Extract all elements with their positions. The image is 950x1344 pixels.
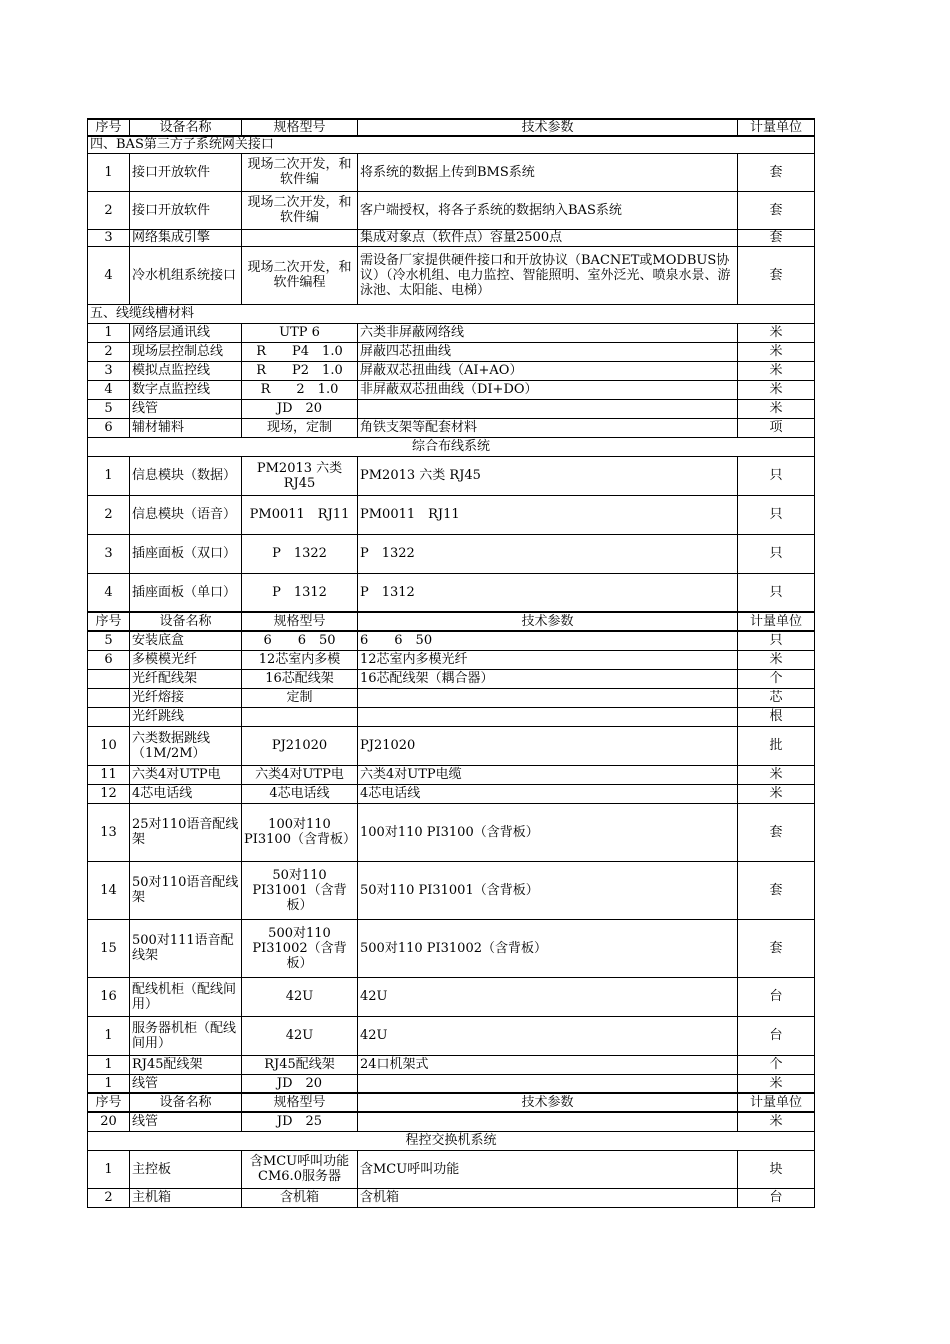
cell-unit: 只 <box>738 631 815 650</box>
cell-index <box>88 688 130 707</box>
cell-unit: 套 <box>738 803 815 861</box>
cell-spec-model: 42U <box>242 1016 358 1055</box>
cell-device-name: 光纤跳线 <box>130 707 242 726</box>
cell-tech-params: 需设备厂家提供硬件接口和开放协议（BACNET或MODBUS协议）（冷水机组、电力监控、智能照明、室外泛光、喷泉水景、游泳池、太阳能、电梯） <box>358 246 738 304</box>
section-row <box>88 437 815 456</box>
cell-spec-model: 500对110 PI31002（含背板） <box>242 919 358 977</box>
cell-index: 20 <box>88 1112 130 1131</box>
cell-spec-model: UTP 6 <box>242 323 358 342</box>
cell-index: 5 <box>88 399 130 418</box>
cell-index: 10 <box>88 726 130 765</box>
cell-unit: 只 <box>738 495 815 534</box>
cell-spec-model: P 1322 <box>242 534 358 573</box>
cell-spec-model: 含MCU呼叫功能CM6.0服务器 <box>242 1150 358 1188</box>
cell-tech-params <box>358 1112 738 1131</box>
cell-spec-model: 现场二次开发，和软件编 <box>242 191 358 229</box>
cell-device-name: 六类数据跳线（1M/2M） <box>130 726 242 765</box>
cell-index: 1 <box>88 456 130 495</box>
cell-tech-params: P 1322 <box>358 534 738 573</box>
cell-device-name: 主机箱 <box>130 1188 242 1207</box>
cell-index: 3 <box>88 361 130 380</box>
cell-unit: 米 <box>738 650 815 669</box>
cell-tech-params: 4芯电话线 <box>358 784 738 803</box>
cell-unit: 台 <box>738 977 815 1016</box>
table-row <box>88 380 815 399</box>
cell-unit: 米 <box>738 1074 815 1093</box>
cell-device-name: 25对110语音配线架 <box>130 803 242 861</box>
cell-device-name: 主控板 <box>130 1150 242 1188</box>
cell-index: 2 <box>88 342 130 361</box>
cell-index: 2 <box>88 191 130 229</box>
cell-device-name: 500对111语音配线架 <box>130 919 242 977</box>
cell-spec-model: 现场二次开发，和软件编 <box>242 153 358 191</box>
table-row <box>88 765 815 784</box>
cell-device-name: 信息模块（数据） <box>130 456 242 495</box>
cell-tech-params: 12芯室内多模光纤 <box>358 650 738 669</box>
cell-device-name: 插座面板（双口） <box>130 534 242 573</box>
column-header: 规格型号 <box>242 119 358 136</box>
cell-unit: 米 <box>738 765 815 784</box>
cell-device-name: 辅材辅料 <box>130 418 242 437</box>
column-header: 规格型号 <box>242 1093 358 1112</box>
cell-tech-params <box>358 1074 738 1093</box>
table-row <box>88 707 815 726</box>
table-row <box>88 803 815 861</box>
table-row <box>88 688 815 707</box>
cell-spec-model: 现场二次开发，和软件编程 <box>242 246 358 304</box>
cell-spec-model: PM2013 六类 RJ45 <box>242 456 358 495</box>
table-row <box>88 784 815 803</box>
cell-spec-model: 六类4对UTP电 <box>242 765 358 784</box>
cell-device-name: 线管 <box>130 399 242 418</box>
cell-spec-model: 定制 <box>242 688 358 707</box>
cell-device-name: 冷水机组系统接口 <box>130 246 242 304</box>
cell-unit: 套 <box>738 919 815 977</box>
table-row <box>88 456 815 495</box>
cell-unit: 项 <box>738 418 815 437</box>
cell-index: 1 <box>88 1150 130 1188</box>
table-row <box>88 418 815 437</box>
column-header: 技术参数 <box>358 119 738 136</box>
cell-unit: 米 <box>738 342 815 361</box>
cell-tech-params: P 1312 <box>358 573 738 612</box>
cell-tech-params: PM0011 RJ11 <box>358 495 738 534</box>
cell-unit: 根 <box>738 707 815 726</box>
cell-spec-model: R P2 1.0 <box>242 361 358 380</box>
cell-tech-params: 100对110 PI3100（含背板） <box>358 803 738 861</box>
table-row <box>88 1112 815 1131</box>
cell-unit: 只 <box>738 573 815 612</box>
cell-unit: 套 <box>738 861 815 919</box>
column-header: 设备名称 <box>130 612 242 631</box>
section-title: 四、BAS第三方子系统网关接口 <box>88 136 815 153</box>
section-row <box>88 1131 815 1150</box>
cell-unit: 批 <box>738 726 815 765</box>
table-row <box>88 191 815 229</box>
cell-index: 14 <box>88 861 130 919</box>
cell-spec-model: JD 25 <box>242 1112 358 1131</box>
cell-spec-model: JD 20 <box>242 1074 358 1093</box>
cell-index: 2 <box>88 495 130 534</box>
table-row <box>88 246 815 304</box>
cell-spec-model: 含机箱 <box>242 1188 358 1207</box>
cell-index: 15 <box>88 919 130 977</box>
cell-tech-params <box>358 707 738 726</box>
column-header: 技术参数 <box>358 1093 738 1112</box>
cell-spec-model: 100对110 PI3100（含背板） <box>242 803 358 861</box>
cell-index: 1 <box>88 153 130 191</box>
table-row <box>88 399 815 418</box>
section-row <box>88 304 815 323</box>
cell-device-name: 接口开放软件 <box>130 153 242 191</box>
cell-device-name: 光纤配线架 <box>130 669 242 688</box>
cell-device-name: 50对110语音配线架 <box>130 861 242 919</box>
cell-device-name: 配线机柜（配线间用） <box>130 977 242 1016</box>
table-row <box>88 1074 815 1093</box>
table-row <box>88 669 815 688</box>
cell-index: 1 <box>88 323 130 342</box>
cell-spec-model: R 2 1.0 <box>242 380 358 399</box>
cell-index: 11 <box>88 765 130 784</box>
cell-tech-params: 6 6 50 <box>358 631 738 650</box>
header-row <box>88 119 815 136</box>
cell-device-name: 网络集成引擎 <box>130 229 242 246</box>
cell-index: 2 <box>88 1188 130 1207</box>
cell-index: 1 <box>88 1074 130 1093</box>
cell-tech-params: 将系统的数据上传到BMS系统 <box>358 153 738 191</box>
cell-spec-model <box>242 229 358 246</box>
table-row <box>88 631 815 650</box>
header-row <box>88 612 815 631</box>
cell-unit: 米 <box>738 784 815 803</box>
cell-unit: 米 <box>738 1112 815 1131</box>
table-row <box>88 534 815 573</box>
cell-spec-model: 42U <box>242 977 358 1016</box>
cell-tech-params: 含机箱 <box>358 1188 738 1207</box>
cell-unit: 套 <box>738 246 815 304</box>
cell-unit: 个 <box>738 669 815 688</box>
cell-device-name: 多模模光纤 <box>130 650 242 669</box>
column-header: 计量单位 <box>738 1093 815 1112</box>
cell-unit: 米 <box>738 399 815 418</box>
cell-device-name: 模拟点监控线 <box>130 361 242 380</box>
cell-index: 6 <box>88 650 130 669</box>
cell-index <box>88 669 130 688</box>
cell-device-name: 网络层通讯线 <box>130 323 242 342</box>
cell-unit: 只 <box>738 456 815 495</box>
cell-index: 4 <box>88 573 130 612</box>
table-row <box>88 573 815 612</box>
column-header: 计量单位 <box>738 119 815 136</box>
cell-tech-params <box>358 688 738 707</box>
cell-unit: 个 <box>738 1055 815 1074</box>
cell-device-name: 数字点监控线 <box>130 380 242 399</box>
cell-tech-params: 500对110 PI31002（含背板） <box>358 919 738 977</box>
cell-index: 4 <box>88 246 130 304</box>
table-row <box>88 153 815 191</box>
section-title: 综合布线系统 <box>88 437 815 456</box>
cell-tech-params: PM2013 六类 RJ45 <box>358 456 738 495</box>
table-row <box>88 650 815 669</box>
cell-device-name: 4芯电话线 <box>130 784 242 803</box>
column-header: 设备名称 <box>130 1093 242 1112</box>
table-row <box>88 1055 815 1074</box>
table-row <box>88 1188 815 1207</box>
cell-unit: 米 <box>738 323 815 342</box>
section-row <box>88 136 815 153</box>
cell-tech-params: 屏蔽四芯扭曲线 <box>358 342 738 361</box>
cell-unit: 芯 <box>738 688 815 707</box>
cell-tech-params: PJ21020 <box>358 726 738 765</box>
cell-index: 1 <box>88 1055 130 1074</box>
cell-device-name: 信息模块（语音） <box>130 495 242 534</box>
table-row <box>88 323 815 342</box>
table-row <box>88 495 815 534</box>
cell-tech-params: 六类4对UTP电缆 <box>358 765 738 784</box>
cell-device-name: 插座面板（单口） <box>130 573 242 612</box>
cell-device-name: 安装底盒 <box>130 631 242 650</box>
cell-tech-params: 集成对象点（软件点）容量2500点 <box>358 229 738 246</box>
column-header: 设备名称 <box>130 119 242 136</box>
cell-index: 5 <box>88 631 130 650</box>
cell-unit: 台 <box>738 1016 815 1055</box>
column-header: 计量单位 <box>738 612 815 631</box>
cell-index: 16 <box>88 977 130 1016</box>
cell-spec-model: 50对110 PI31001（含背板） <box>242 861 358 919</box>
cell-tech-params: 24口机架式 <box>358 1055 738 1074</box>
column-header: 规格型号 <box>242 612 358 631</box>
cell-index: 12 <box>88 784 130 803</box>
column-header: 序号 <box>88 612 130 631</box>
cell-unit: 块 <box>738 1150 815 1188</box>
cell-device-name: 现场层控制总线 <box>130 342 242 361</box>
cell-spec-model: 4芯电话线 <box>242 784 358 803</box>
cell-tech-params: 含MCU呼叫功能 <box>358 1150 738 1188</box>
table-row <box>88 1150 815 1188</box>
table-row <box>88 726 815 765</box>
cell-device-name: 服务器机柜（配线间用） <box>130 1016 242 1055</box>
cell-device-name: 线管 <box>130 1074 242 1093</box>
cell-spec-model: PM0011 RJ11 <box>242 495 358 534</box>
cell-tech-params: 42U <box>358 1016 738 1055</box>
cell-spec-model: PJ21020 <box>242 726 358 765</box>
cell-unit: 米 <box>738 361 815 380</box>
cell-tech-params: 50对110 PI31001（含背板） <box>358 861 738 919</box>
header-row <box>88 1093 815 1112</box>
cell-spec-model: 16芯配线架 <box>242 669 358 688</box>
cell-spec-model: 6 6 50 <box>242 631 358 650</box>
table-row <box>88 977 815 1016</box>
cell-device-name: 接口开放软件 <box>130 191 242 229</box>
cell-index: 6 <box>88 418 130 437</box>
cell-spec-model: JD 20 <box>242 399 358 418</box>
cell-tech-params: 16芯配线架（耦合器） <box>358 669 738 688</box>
cell-tech-params: 角铁支架等配套材料 <box>358 418 738 437</box>
section-title: 程控交换机系统 <box>88 1131 815 1150</box>
cell-unit: 台 <box>738 1188 815 1207</box>
cell-spec-model: 12芯室内多模 <box>242 650 358 669</box>
table-row <box>88 919 815 977</box>
column-header: 技术参数 <box>358 612 738 631</box>
cell-unit: 套 <box>738 229 815 246</box>
cell-index: 13 <box>88 803 130 861</box>
table-row <box>88 229 815 246</box>
cell-device-name: 光纤熔接 <box>130 688 242 707</box>
column-header: 序号 <box>88 119 130 136</box>
cell-device-name: 线管 <box>130 1112 242 1131</box>
column-header: 序号 <box>88 1093 130 1112</box>
cell-spec-model: 现场，定制 <box>242 418 358 437</box>
cell-tech-params <box>358 399 738 418</box>
cell-index: 4 <box>88 380 130 399</box>
equipment-table <box>87 118 815 1208</box>
cell-unit: 只 <box>738 534 815 573</box>
cell-index <box>88 707 130 726</box>
table-row <box>88 342 815 361</box>
cell-device-name: 六类4对UTP电 <box>130 765 242 784</box>
cell-spec-model: RJ45配线架 <box>242 1055 358 1074</box>
cell-unit: 米 <box>738 380 815 399</box>
table-row <box>88 361 815 380</box>
cell-index: 1 <box>88 1016 130 1055</box>
table-row <box>88 861 815 919</box>
cell-device-name: RJ45配线架 <box>130 1055 242 1074</box>
cell-tech-params: 六类非屏蔽网络线 <box>358 323 738 342</box>
cell-tech-params: 非屏蔽双芯扭曲线（DI+DO） <box>358 380 738 399</box>
cell-index: 3 <box>88 229 130 246</box>
cell-spec-model: P 1312 <box>242 573 358 612</box>
cell-index: 3 <box>88 534 130 573</box>
section-title: 五、线缆线槽材料 <box>88 304 815 323</box>
cell-unit: 套 <box>738 153 815 191</box>
cell-tech-params: 42U <box>358 977 738 1016</box>
cell-tech-params: 客户端授权，将各子系统的数据纳入BAS系统 <box>358 191 738 229</box>
cell-spec-model: R P4 1.0 <box>242 342 358 361</box>
cell-unit: 套 <box>738 191 815 229</box>
cell-spec-model <box>242 707 358 726</box>
cell-tech-params: 屏蔽双芯扭曲线（AI+AO） <box>358 361 738 380</box>
table-row <box>88 1016 815 1055</box>
